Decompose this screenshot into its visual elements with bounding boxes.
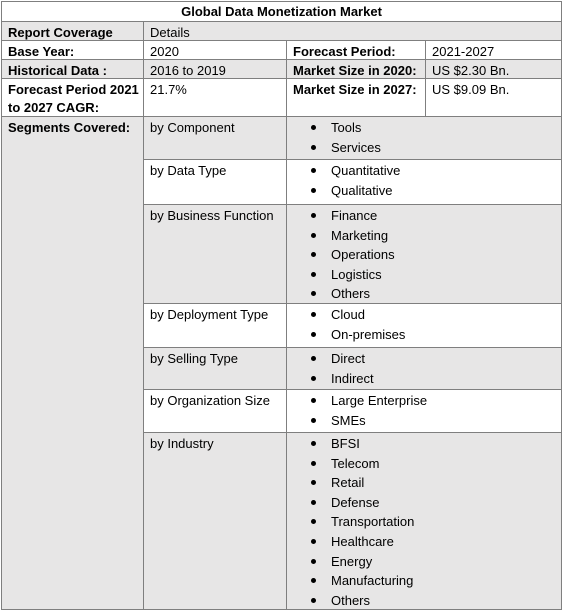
bullet-icon [311,213,316,218]
market-size-2027-value: US $9.09 Bn. [425,79,561,116]
list-item: Tools [287,118,561,138]
bullet-icon [311,519,316,524]
bullet-icon [311,145,316,150]
bullet-icon [311,598,316,603]
segment-row-industry [143,433,561,609]
segment-items [286,390,561,432]
segment-items [286,117,561,159]
list-item: Telecom [287,454,561,474]
segment-items [286,433,561,609]
segment-label: by Data Type [143,160,286,204]
cagr-label-line2: to 2027 CAGR: [8,100,100,115]
bullet-icon [311,418,316,423]
list-item: Finance [287,206,561,226]
bullet-icon [311,398,316,403]
list-item: Manufacturing [287,571,561,591]
forecast-period-label: Forecast Period: [286,41,425,59]
segments-covered-label: Segments Covered: [2,117,143,609]
base-year-row [2,41,561,60]
base-year-value: 2020 [143,41,286,59]
list-item: On-premises [287,325,561,345]
list-item: Marketing [287,226,561,246]
market-size-2020-value: US $2.30 Bn. [425,60,561,78]
cagr-label-line1: Forecast Period 2021 [8,82,139,97]
segment-row-selling-type [143,348,561,390]
cagr-row [2,79,561,117]
bullet-icon [311,252,316,257]
title-row [2,2,561,22]
list-item: Qualitative [287,181,561,201]
segment-items [286,160,561,204]
bullet-icon [311,233,316,238]
historical-data-label: Historical Data : [8,63,107,78]
segment-items [286,348,561,389]
bullet-icon [311,272,316,277]
bullet-icon [311,125,316,130]
list-item: Energy [287,552,561,572]
list-item: SMEs [287,411,561,431]
list-item: Others [287,284,561,304]
list-item: Defense [287,493,561,513]
report-table [1,1,562,610]
list-item: Transportation [287,512,561,532]
cagr-value: 21.7% [143,79,286,116]
list-item: Direct [287,349,561,369]
bullet-icon [311,500,316,505]
list-item: Indirect [287,369,561,389]
segment-items [286,304,561,347]
bullet-icon [311,578,316,583]
list-item: Services [287,138,561,158]
base-year-label: Base Year: [8,44,75,59]
list-item: Healthcare [287,532,561,552]
segment-row-deployment-type [143,304,561,348]
list-item: Large Enterprise [287,391,561,411]
historical-row [2,60,561,79]
list-item: Quantitative [287,161,561,181]
bullet-icon [311,188,316,193]
bullet-icon [311,480,316,485]
forecast-period-value: 2021-2027 [425,41,561,59]
market-size-2020-label: Market Size in 2020: [286,60,425,78]
list-item: Logistics [287,265,561,285]
table-title: Global Data Monetization Market [181,4,382,19]
segment-row-component [143,117,561,160]
segment-label: by Industry [143,433,286,609]
bullet-icon [311,559,316,564]
bullet-icon [311,356,316,361]
cagr-label [2,79,143,116]
segment-label: by Deployment Type [143,304,286,347]
market-size-2027-label: Market Size in 2027: [286,79,425,116]
list-item: BFSI [287,434,561,454]
bullet-icon [311,312,316,317]
bullet-icon [311,539,316,544]
list-item: Cloud [287,305,561,325]
segment-row-organization-size [143,390,561,433]
bullet-icon [311,461,316,466]
segment-items [286,205,561,303]
bullet-icon [311,332,316,337]
list-item: Operations [287,245,561,265]
segment-label: by Organization Size [143,390,286,432]
bullet-icon [311,376,316,381]
header-row [2,22,561,41]
bullet-icon [311,291,316,296]
segment-label: by Business Function [143,205,286,303]
segment-row-business-function [143,205,561,304]
segment-label: by Component [143,117,286,159]
header-report-coverage: Report Coverage [8,25,113,40]
segment-row-data-type [143,160,561,205]
list-item: Retail [287,473,561,493]
header-details: Details [143,22,561,40]
historical-data-value: 2016 to 2019 [143,60,286,78]
segment-label: by Selling Type [143,348,286,389]
bullet-icon [311,441,316,446]
list-item: Others [287,591,561,611]
bullet-icon [311,168,316,173]
